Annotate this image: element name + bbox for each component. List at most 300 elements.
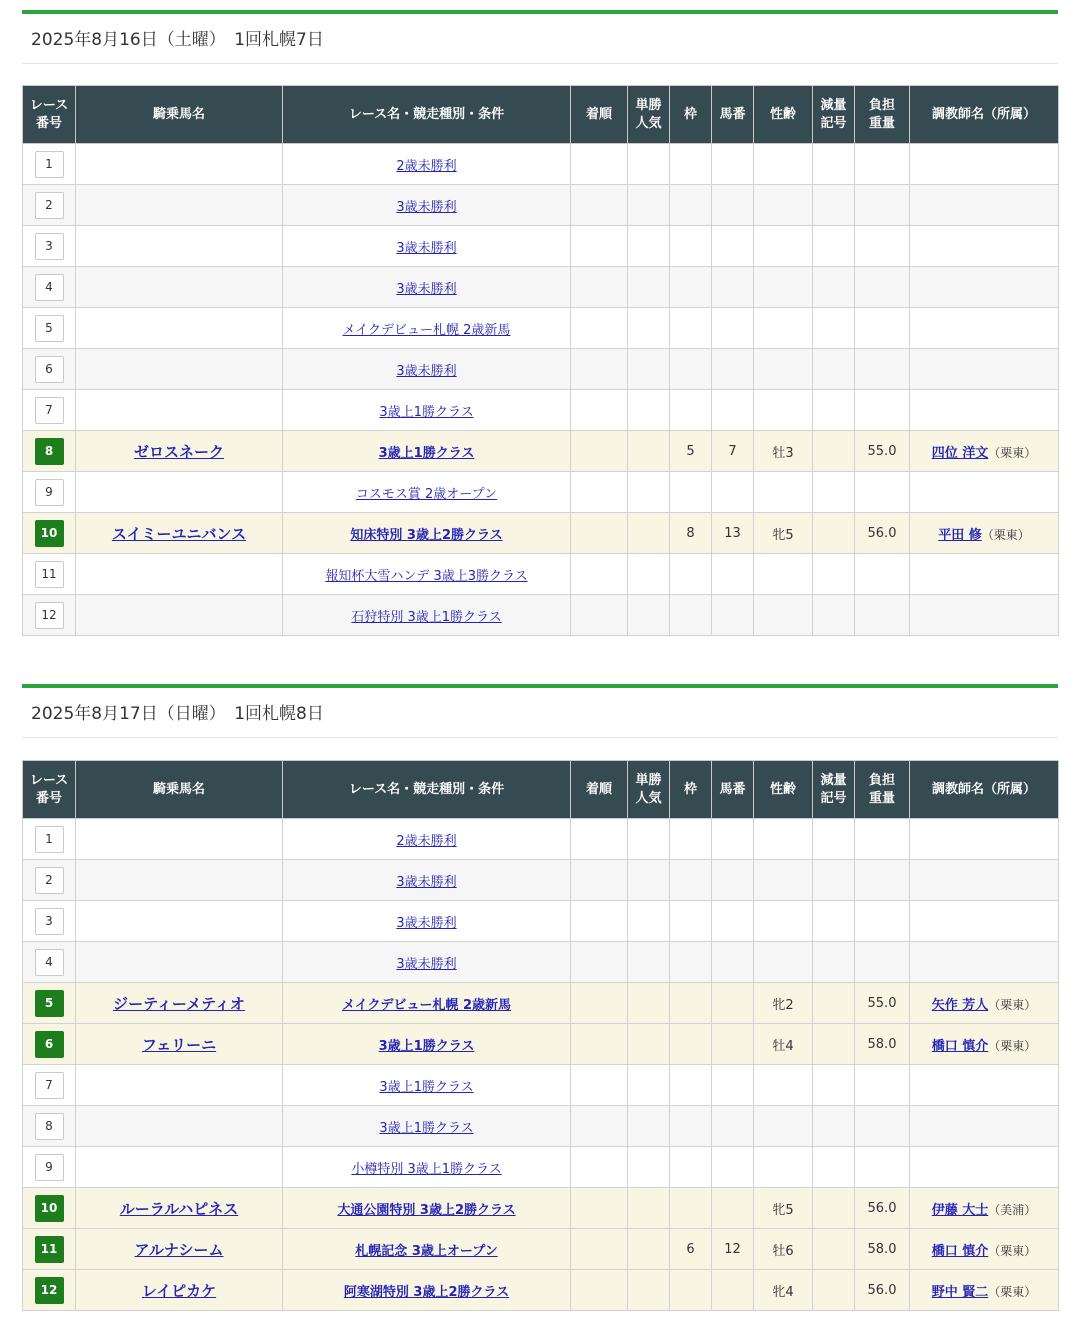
race-number-badge: 7 [35, 397, 64, 424]
race-cell [283, 942, 571, 983]
finish-cell [571, 513, 628, 554]
table-row [23, 1147, 1059, 1188]
carried-weight-cell: 55.0 [855, 983, 910, 1024]
race-cell [283, 1147, 571, 1188]
weight-allowance-cell [813, 901, 855, 942]
race-number-cell [23, 1147, 76, 1188]
finish-cell [571, 901, 628, 942]
header-popularity-line: 単勝 [635, 97, 662, 113]
horse-cell [76, 1188, 283, 1229]
carried-weight-cell [855, 901, 910, 942]
race-number-badge: 12 [35, 1277, 64, 1304]
race-number-badge: 9 [35, 479, 64, 506]
weight-allowance-cell [813, 308, 855, 349]
header-waku: 枠 [670, 86, 712, 144]
horse-cell [76, 595, 283, 636]
popularity-cell [628, 1188, 670, 1229]
umaban-cell [712, 144, 754, 185]
waku-cell [670, 267, 712, 308]
waku-cell [670, 942, 712, 983]
trainer-affiliation: （栗東） [988, 1284, 1037, 1299]
waku-cell [670, 1106, 712, 1147]
table-row [23, 819, 1059, 860]
finish-cell [571, 349, 628, 390]
header-weight-allowance-line: 減量 [820, 97, 847, 113]
race-name-link[interactable]: 報知杯大雪ハンデ 3歳上3勝クラス [325, 568, 528, 584]
table-row [23, 144, 1059, 185]
trainer-name-link[interactable]: 伊藤 大士 [931, 1202, 989, 1218]
header-race: レース名・競走種別・条件 [283, 86, 571, 144]
race-name-link[interactable]: メイクデビュー札幌 2歳新馬 [341, 997, 512, 1013]
trainer-affiliation: （栗東） [988, 1243, 1037, 1258]
waku-cell [670, 983, 712, 1024]
trainer-cell [910, 595, 1059, 636]
carried-weight-cell: 55.0 [855, 431, 910, 472]
carried-weight-cell [855, 390, 910, 431]
race-name-link[interactable]: 3歳上1勝クラス [379, 404, 474, 420]
horse-name-link[interactable]: フェリーニ [141, 1035, 217, 1054]
race-number-cell [23, 144, 76, 185]
horse-cell [76, 226, 283, 267]
carried-weight-cell [855, 185, 910, 226]
weight-allowance-cell [813, 472, 855, 513]
trainer-cell [910, 1229, 1059, 1270]
trainer-name-link[interactable]: 矢作 芳人 [931, 997, 989, 1013]
umaban-cell [712, 267, 754, 308]
header-weight-allowance [813, 761, 855, 819]
weight-allowance-cell [813, 144, 855, 185]
finish-cell [571, 1147, 628, 1188]
popularity-cell [628, 595, 670, 636]
umaban-cell [712, 1188, 754, 1229]
race-cell [283, 349, 571, 390]
header-race-no-line: レース [29, 97, 69, 113]
trainer-cell [910, 1024, 1059, 1065]
umaban-cell [712, 1106, 754, 1147]
waku-cell [670, 1147, 712, 1188]
day-section [22, 10, 1058, 64]
horse-name-link[interactable]: ルーラルハピネス [119, 1199, 239, 1218]
carried-weight-cell [855, 1147, 910, 1188]
sex-age-cell [754, 819, 813, 860]
trainer-cell [910, 267, 1059, 308]
race-name-link[interactable]: 3歳未勝利 [396, 874, 457, 890]
table-row [23, 226, 1059, 267]
horse-cell [76, 267, 283, 308]
popularity-cell [628, 267, 670, 308]
carried-weight-cell: 58.0 [855, 1024, 910, 1065]
horse-cell [76, 349, 283, 390]
trainer-name-link[interactable]: 野中 賢二 [931, 1284, 989, 1300]
race-name-link[interactable]: 3歳未勝利 [396, 199, 457, 215]
weight-allowance-cell [813, 1024, 855, 1065]
popularity-cell [628, 983, 670, 1024]
header-horse: 騎乗馬名 [76, 86, 283, 144]
race-number-badge: 2 [35, 867, 64, 894]
weight-allowance-cell [813, 942, 855, 983]
race-cell [283, 554, 571, 595]
trainer-name-link[interactable]: 平田 修 [938, 527, 982, 543]
trainer-cell [910, 472, 1059, 513]
table-row [23, 1065, 1059, 1106]
popularity-cell [628, 901, 670, 942]
horse-cell [76, 983, 283, 1024]
header-carried-weight-line: 負担 [868, 772, 895, 788]
trainer-name-link[interactable]: 橋口 慎介 [931, 1243, 989, 1259]
header-popularity-line: 人気 [635, 115, 662, 131]
umaban-cell [712, 1065, 754, 1106]
umaban-cell [712, 308, 754, 349]
weight-allowance-cell [813, 431, 855, 472]
waku-cell: 5 [670, 431, 712, 472]
race-name-link[interactable]: 3歳未勝利 [396, 240, 457, 256]
race-cell [283, 1024, 571, 1065]
race-name-link[interactable]: 札幌記念 3歳上オープン [355, 1243, 498, 1259]
trainer-cell [910, 1147, 1059, 1188]
weight-allowance-cell [813, 1229, 855, 1270]
sex-age-cell: 牡4 [754, 1024, 813, 1065]
weight-allowance-cell [813, 1065, 855, 1106]
umaban-cell [712, 1024, 754, 1065]
horse-cell [76, 185, 283, 226]
horse-cell [76, 513, 283, 554]
horse-name-link[interactable]: ジーティーメティオ [113, 994, 245, 1013]
trainer-cell [910, 185, 1059, 226]
weight-allowance-cell [813, 1147, 855, 1188]
race-number-cell [23, 1229, 76, 1270]
umaban-cell: 7 [712, 431, 754, 472]
race-number-cell [23, 942, 76, 983]
race-cell [283, 1229, 571, 1270]
header-umaban: 馬番 [712, 761, 754, 819]
trainer-cell [910, 942, 1059, 983]
race-cell [283, 144, 571, 185]
sex-age-cell: 牝5 [754, 1188, 813, 1229]
race-name-link[interactable]: 3歳上1勝クラス [378, 445, 475, 461]
waku-cell [670, 819, 712, 860]
race-name-link[interactable]: メイクデビュー札幌 2歳新馬 [342, 322, 511, 338]
weight-allowance-cell [813, 1188, 855, 1229]
table-row [23, 1106, 1059, 1147]
race-name-link[interactable]: 3歳未勝利 [396, 915, 457, 931]
race-name-link[interactable]: 3歳未勝利 [396, 363, 457, 379]
trainer-cell [910, 1106, 1059, 1147]
table-row [23, 554, 1059, 595]
race-number-cell [23, 226, 76, 267]
header-race-no-line: レース [29, 772, 69, 788]
race-table [22, 85, 1059, 636]
umaban-cell [712, 349, 754, 390]
umaban-cell [712, 819, 754, 860]
popularity-cell [628, 1024, 670, 1065]
race-number-cell [23, 472, 76, 513]
finish-cell [571, 390, 628, 431]
race-number-badge: 10 [35, 520, 64, 547]
popularity-cell [628, 860, 670, 901]
popularity-cell [628, 1106, 670, 1147]
popularity-cell [628, 819, 670, 860]
carried-weight-cell: 56.0 [855, 513, 910, 554]
horse-cell [76, 308, 283, 349]
race-name-link[interactable]: 2歳未勝利 [396, 833, 457, 849]
carried-weight-cell [855, 226, 910, 267]
sex-age-cell [754, 349, 813, 390]
race-name-link[interactable]: 阿寒湖特別 3歳上2勝クラス [343, 1284, 510, 1300]
race-number-badge: 4 [35, 274, 64, 301]
header-finish: 着順 [571, 761, 628, 819]
table-row [23, 431, 1059, 472]
race-name-link[interactable]: 3歳未勝利 [396, 281, 457, 297]
finish-cell [571, 1065, 628, 1106]
table-row [23, 267, 1059, 308]
popularity-cell [628, 472, 670, 513]
umaban-cell [712, 860, 754, 901]
race-number-cell [23, 1270, 76, 1311]
race-cell [283, 595, 571, 636]
race-number-cell [23, 901, 76, 942]
race-number-cell [23, 860, 76, 901]
carried-weight-cell [855, 144, 910, 185]
race-cell [283, 1270, 571, 1311]
popularity-cell [628, 144, 670, 185]
header-race-no [23, 86, 76, 144]
header-popularity-line: 人気 [635, 790, 662, 806]
umaban-cell [712, 472, 754, 513]
sex-age-cell [754, 308, 813, 349]
race-cell [283, 226, 571, 267]
sex-age-cell [754, 860, 813, 901]
weight-allowance-cell [813, 349, 855, 390]
finish-cell [571, 595, 628, 636]
race-name-link[interactable]: 小樽特別 3歳上1勝クラス [351, 1161, 502, 1177]
carried-weight-cell [855, 554, 910, 595]
race-cell [283, 431, 571, 472]
race-name-link[interactable]: 3歳未勝利 [396, 956, 457, 972]
trainer-cell [910, 901, 1059, 942]
trainer-name-link[interactable]: 四位 洋文 [931, 445, 989, 461]
trainer-cell [910, 819, 1059, 860]
header-sex-age: 性齢 [754, 761, 813, 819]
finish-cell [571, 554, 628, 595]
weight-allowance-cell [813, 1270, 855, 1311]
table-row [23, 860, 1059, 901]
waku-cell [670, 226, 712, 267]
race-number-cell [23, 431, 76, 472]
header-trainer: 調教師名（所属） [910, 86, 1059, 144]
race-number-cell [23, 1106, 76, 1147]
carried-weight-cell: 56.0 [855, 1188, 910, 1229]
header-race-no-line: 番号 [35, 790, 62, 806]
race-number-badge: 3 [35, 233, 64, 260]
finish-cell [571, 472, 628, 513]
sex-age-cell [754, 554, 813, 595]
race-number-badge: 2 [35, 192, 64, 219]
race-cell [283, 308, 571, 349]
popularity-cell [628, 1270, 670, 1311]
trainer-cell [910, 144, 1059, 185]
popularity-cell [628, 431, 670, 472]
horse-cell [76, 1024, 283, 1065]
race-number-badge: 6 [35, 356, 64, 383]
horse-name-link[interactable]: ゼロスネーク [133, 442, 224, 461]
race-cell [283, 983, 571, 1024]
waku-cell [670, 308, 712, 349]
race-number-cell [23, 185, 76, 226]
table-row [23, 942, 1059, 983]
header-popularity [628, 761, 670, 819]
umaban-cell [712, 554, 754, 595]
popularity-cell [628, 1229, 670, 1270]
trainer-name-link[interactable]: 橋口 慎介 [931, 1038, 989, 1054]
sex-age-cell: 牡3 [754, 431, 813, 472]
table-row [23, 1188, 1059, 1229]
umaban-cell: 13 [712, 513, 754, 554]
sex-age-cell: 牝4 [754, 1270, 813, 1311]
sex-age-cell [754, 226, 813, 267]
finish-cell [571, 1024, 628, 1065]
waku-cell: 8 [670, 513, 712, 554]
trainer-cell [910, 308, 1059, 349]
race-number-badge: 8 [35, 1113, 64, 1140]
day-title: 2025年8月17日（日曜） 1回札幌8日 [22, 688, 1058, 738]
waku-cell [670, 901, 712, 942]
race-number-badge: 10 [35, 1195, 64, 1222]
race-name-link[interactable]: コスモス賞 2歳オープン [355, 486, 498, 502]
race-name-link[interactable]: 3歳上1勝クラス [379, 1079, 474, 1095]
race-cell [283, 185, 571, 226]
race-number-cell [23, 349, 76, 390]
umaban-cell: 12 [712, 1229, 754, 1270]
sex-age-cell [754, 267, 813, 308]
finish-cell [571, 942, 628, 983]
race-number-cell [23, 819, 76, 860]
header-weight-allowance-line: 記号 [820, 115, 847, 131]
race-cell [283, 267, 571, 308]
header-weight-allowance-line: 記号 [820, 790, 847, 806]
race-cell [283, 901, 571, 942]
umaban-cell [712, 1270, 754, 1311]
race-table [22, 760, 1059, 1311]
carried-weight-cell [855, 267, 910, 308]
header-waku: 枠 [670, 761, 712, 819]
popularity-cell [628, 226, 670, 267]
race-name-link[interactable]: 3歳上1勝クラス [379, 1120, 474, 1136]
weight-allowance-cell [813, 267, 855, 308]
waku-cell [670, 595, 712, 636]
header-popularity-line: 単勝 [635, 772, 662, 788]
table-row [23, 185, 1059, 226]
popularity-cell [628, 942, 670, 983]
popularity-cell [628, 185, 670, 226]
race-number-badge: 5 [35, 990, 64, 1017]
carried-weight-cell [855, 349, 910, 390]
header-horse: 騎乗馬名 [76, 761, 283, 819]
trainer-cell [910, 513, 1059, 554]
header-race-no-line: 番号 [35, 115, 62, 131]
trainer-cell [910, 860, 1059, 901]
finish-cell [571, 983, 628, 1024]
horse-cell [76, 472, 283, 513]
finish-cell [571, 308, 628, 349]
race-name-link[interactable]: 2歳未勝利 [396, 158, 457, 174]
race-number-badge: 9 [35, 1154, 64, 1181]
trainer-affiliation: （美浦） [988, 1202, 1037, 1217]
race-number-cell [23, 513, 76, 554]
header-weight-allowance-line: 減量 [820, 772, 847, 788]
header-race: レース名・競走種別・条件 [283, 761, 571, 819]
finish-cell [571, 226, 628, 267]
table-row [23, 472, 1059, 513]
sex-age-cell [754, 1106, 813, 1147]
race-name-link[interactable]: 知床特別 3歳上2勝クラス [350, 527, 503, 543]
horse-name-link[interactable]: スイミーユニバンス [111, 524, 247, 543]
horse-cell [76, 901, 283, 942]
carried-weight-cell [855, 308, 910, 349]
horse-cell [76, 390, 283, 431]
horse-name-link[interactable]: レイピカケ [141, 1281, 217, 1300]
day-title: 2025年8月16日（土曜） 1回札幌7日 [22, 14, 1058, 64]
weight-allowance-cell [813, 185, 855, 226]
finish-cell [571, 1106, 628, 1147]
race-cell [283, 819, 571, 860]
race-name-link[interactable]: 石狩特別 3歳上1勝クラス [351, 609, 502, 625]
table-header-row [23, 86, 1059, 144]
race-number-cell [23, 308, 76, 349]
waku-cell [670, 390, 712, 431]
race-number-badge: 11 [35, 561, 64, 588]
race-number-badge: 5 [35, 315, 64, 342]
sex-age-cell: 牝2 [754, 983, 813, 1024]
carried-weight-cell [855, 1065, 910, 1106]
race-number-badge: 8 [35, 438, 64, 465]
waku-cell [670, 1065, 712, 1106]
waku-cell: 6 [670, 1229, 712, 1270]
finish-cell [571, 144, 628, 185]
header-race-no [23, 761, 76, 819]
header-umaban: 馬番 [712, 86, 754, 144]
weight-allowance-cell [813, 390, 855, 431]
sex-age-cell [754, 390, 813, 431]
race-cell [283, 1106, 571, 1147]
waku-cell [670, 1270, 712, 1311]
trainer-cell [910, 983, 1059, 1024]
horse-cell [76, 1106, 283, 1147]
horse-cell [76, 860, 283, 901]
table-row [23, 983, 1059, 1024]
table-header-row [23, 761, 1059, 819]
sex-age-cell [754, 595, 813, 636]
finish-cell [571, 185, 628, 226]
trainer-cell [910, 390, 1059, 431]
carried-weight-cell: 56.0 [855, 1270, 910, 1311]
trainer-cell [910, 1188, 1059, 1229]
horse-name-link[interactable]: アルナシーム [134, 1240, 224, 1259]
umaban-cell [712, 942, 754, 983]
table-row [23, 349, 1059, 390]
sex-age-cell: 牝5 [754, 513, 813, 554]
weight-allowance-cell [813, 513, 855, 554]
race-number-badge: 1 [35, 151, 64, 178]
race-name-link[interactable]: 大通公園特別 3歳上2勝クラス [337, 1202, 516, 1218]
carried-weight-cell: 58.0 [855, 1229, 910, 1270]
finish-cell [571, 431, 628, 472]
finish-cell [571, 267, 628, 308]
sex-age-cell [754, 942, 813, 983]
table-row [23, 595, 1059, 636]
race-name-link[interactable]: 3歳上1勝クラス [378, 1038, 475, 1054]
table-row [23, 901, 1059, 942]
horse-cell [76, 942, 283, 983]
